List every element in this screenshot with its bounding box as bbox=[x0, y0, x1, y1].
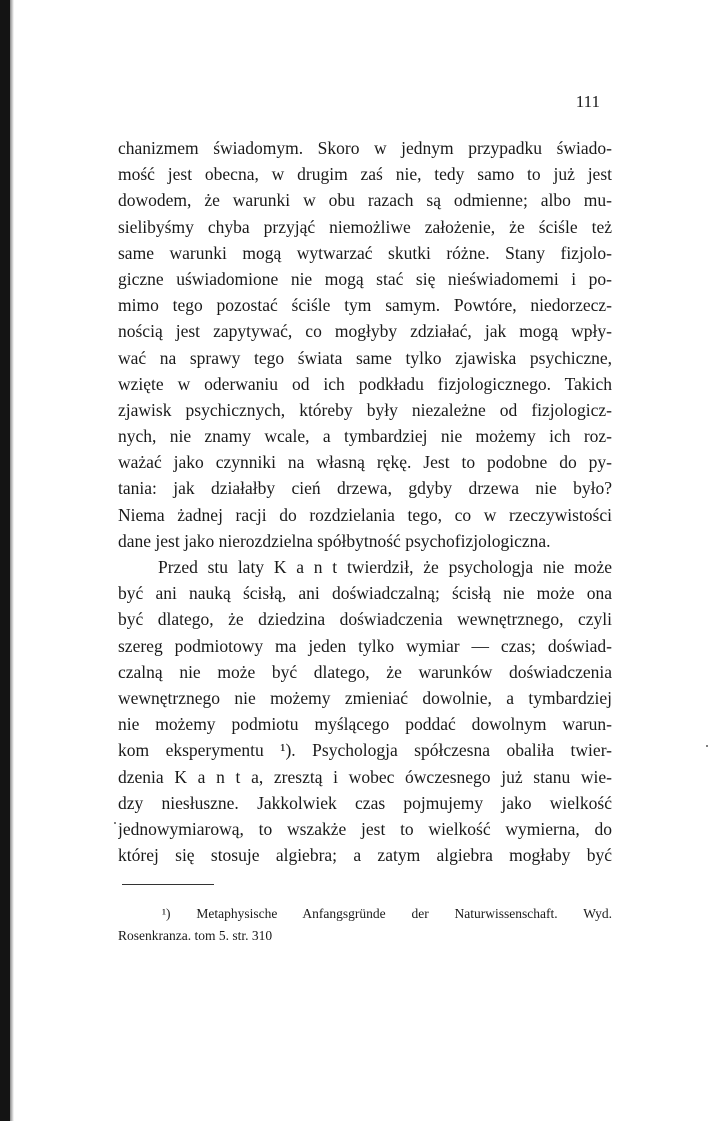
body-line: dzenia K a n t a, zresztą i wobec ówczesnego już stanu wie- bbox=[118, 766, 612, 787]
body-line: dane jest jako nierozdzielna spółbytność psychofizjologiczna. bbox=[118, 530, 551, 551]
body-line: wewnętrznego nie możemy zmieniać dowolnie, a tymbardziej bbox=[118, 687, 612, 708]
page-binding-shadow bbox=[10, 0, 14, 1121]
body-line: Niema żadnej racji do rozdzielania tego, co w rzeczywistości bbox=[118, 504, 612, 525]
body-line: same warunki mogą wytwarzać skutki różne. Stany fizjolo- bbox=[118, 242, 612, 263]
scan-speck bbox=[114, 822, 116, 824]
body-line: szereg podmiotowy ma jeden tylko wymiar — czas; doświad- bbox=[118, 635, 612, 656]
body-line: tania: jak działałby cień drzewa, gdyby drzewa nie było? bbox=[118, 478, 612, 499]
body-line: jednowymiarową, to wszakże jest to wielkość wymierna, do bbox=[118, 818, 612, 839]
page-number: 111 bbox=[575, 92, 600, 111]
body-line: ważać jako czynniki na własną rękę. Jest to podobne do py- bbox=[118, 452, 612, 473]
body-line: nie możemy podmiotu myślącego poddać dowolnym warun- bbox=[118, 714, 612, 735]
body-line: czalną nie może być dlatego, że warunków doświadczenia bbox=[118, 661, 612, 682]
body-line: kom eksperymentu ¹). Psychologja spółczesna obaliła twier- bbox=[118, 740, 612, 761]
page-binding-edge bbox=[0, 0, 10, 1121]
body-line: dzy niesłuszne. Jakkolwiek czas pojmujemy jako wielkość bbox=[118, 792, 612, 813]
body-line: nych, nie znamy wcale, a tymbardziej nie możemy ich roz- bbox=[118, 426, 612, 447]
footnote-line: ¹) Metaphysische Anfangsgründe der Naturwissenschaft. Wyd. bbox=[162, 906, 612, 921]
footnote-rule bbox=[122, 884, 214, 885]
body-line: być ani nauką ścisłą, ani doświadczalną; ścisłą nie może ona bbox=[118, 583, 612, 604]
body-line: chanizmem świadomym. Skoro w jednym przypadku świado- bbox=[118, 138, 612, 158]
body-line: giczne uświadomione nie mogą stać się nieświadomemi i po- bbox=[118, 268, 612, 289]
body-line: zjawisk psychicznych, któreby były niezależne od fizjologicz- bbox=[118, 399, 612, 420]
footnotes bbox=[118, 903, 612, 947]
body-line: wać na sprawy tego świata same tylko zjawiska psychiczne, bbox=[118, 347, 612, 368]
body-line: mość jest obecna, w drugim zaś nie, tedy samo to już jest bbox=[118, 164, 612, 185]
body-line: dowodem, że warunki w obu razach są odmienne; albo mu- bbox=[118, 190, 612, 211]
footnote-line: Rosenkranza. tom 5. str. 310 bbox=[118, 928, 273, 943]
scan-speck bbox=[706, 745, 708, 747]
body-line: Przed stu laty K a n t twierdził, że psychologja nie może bbox=[158, 557, 612, 577]
body-line: której się stosuje algiebra; a zatym algiebra mogłaby być bbox=[118, 845, 612, 866]
body-line: być dlatego, że dziedzina doświadczenia wewnętrznego, czyli bbox=[118, 609, 612, 630]
body-text bbox=[118, 135, 612, 868]
body-line: nością jest zapytywać, co mogłyby zdziałać, jak mogą wpły- bbox=[118, 321, 612, 342]
body-line: sielibyśmy chyba przyjąć niemożliwe założenie, że ściśle też bbox=[118, 216, 612, 237]
body-line: wzięte w oderwaniu od ich podkładu fizjologicznego. Takich bbox=[118, 373, 612, 394]
body-line: mimo tego pozostać ściśle tym samym. Powtóre, niedorzecz- bbox=[118, 295, 612, 316]
